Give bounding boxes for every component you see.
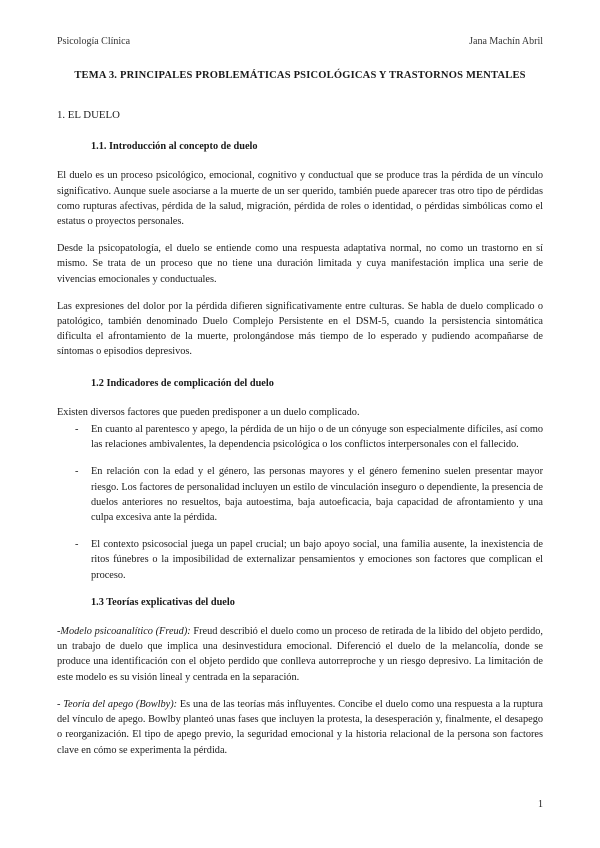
subsection-heading-1-2: 1.2 Indicadores de complicación del duelo	[91, 377, 274, 389]
theory-text: Es una de las teorías más influyentes. Concibe el duelo como una respuesta a la ruptura del vínculo de apego. Bowlby planteó unas fases que incluyen la protesta, la desesperación y, finalmente, el desapego o reorganización. El tipo de apego previo, la seguridad emocional y la historia relacional de la persona son factores clave en cómo se experimenta la pérdida.	[57, 698, 543, 756]
theory-label: - Teoría del apego (Bowlby):	[57, 698, 178, 710]
factor-list	[57, 422, 543, 583]
subsection-heading-1-3: 1.3 Teorías explicativas del duelo	[91, 596, 235, 608]
list-item	[57, 537, 543, 583]
paragraph: Las expresiones del dolor por la pérdida difieren significativamente entre culturas. Se habla de duelo complicado o patológico, también denominado Duelo Complejo Persistente en el DSM-5, cuando la persistencia sintomática dificulta el afrontamiento de la muerte, prolongándose más tiempo de lo esperado y pudiendo acompañarse de síntomas o episodios depresivos.	[57, 300, 543, 358]
paragraph	[57, 624, 543, 685]
page-number: 1	[538, 799, 543, 810]
theory-text: Freud describió el duelo como un proceso de retirada de la libido del objeto perdido, un trabajo de duelo que implica una desinvestidura emocional. Diferenció el duelo de la melancolía, donde se produce una identificación con el objeto perdido que conlleva autorreproche y un riesgo depresivo. La limitación de este modelo es su visión lineal y centrada en la separación.	[57, 626, 544, 683]
paragraph: Existen diversos factores que pueden predisponer a un duelo complicado.	[57, 406, 360, 418]
list-item-text: El contexto psicosocial juega un papel crucial; un bajo apoyo social, una familia ausente, la inexistencia de ritos fúnebres o la imposibilidad de externalizar pensamientos y emociones son factores que complican el proceso.	[91, 539, 543, 581]
list-item-text: En relación con la edad y el género, las personas mayores y el género femenino suelen presentar mayor riesgo. Los factores de personalidad incluyen un estilo de vinculación inseguro o dependiente, la presencia de duelos anteriores no resueltos, baja autoestima, baja autoeficacia, baja capacidad de afrontamiento y una culpa excesiva ante la pérdida.	[91, 466, 543, 524]
list-item	[57, 422, 543, 452]
section-heading: 1. EL DUELO	[57, 109, 120, 121]
paragraph: Desde la psicopatología, el duelo se entiende como una respuesta adaptativa normal, no como un trastorno en sí mismo. Se trata de un proceso que no tiene una duración limitada y cuya manifestación implica una serie de vivencias emocionales y conductuales.	[57, 243, 543, 285]
paragraph: El duelo es un proceso psicológico, emocional, cognitivo y conductual que se produce tras la pérdida de un vínculo significativo. Aunque suele asociarse a la muerte de un ser querido, también puede aparecer tras otro tipo de pérdidas como rupturas afectivas, pérdida de la salud, migración, pérdida de roles o identidad, o pérdidas simbólicas como el estatus o proyectos personales.	[57, 170, 543, 228]
paragraph	[57, 697, 543, 758]
document-title: TEMA 3. PRINCIPALES PROBLEMÁTICAS PSICOLÓGICAS Y TRASTORNOS MENTALES	[74, 70, 526, 81]
header-subject: Psicología Clínica	[57, 36, 131, 47]
header-author: Jana Machín Abril	[469, 36, 543, 47]
theory-label: -Modelo psicoanalítico (Freud):	[57, 626, 191, 638]
dash-bullet: -	[75, 466, 79, 478]
list-item-text: En cuanto al parentesco y apego, la pérdida de un hijo o de un cónyuge son especialmente difíciles, así como las relaciones ambivalentes, la dependencia psicológica o los conflictos interpersonales con el fallecido.	[91, 424, 543, 451]
subsection-heading-1-1: 1.1. Introducción al concepto de duelo	[91, 141, 258, 153]
dash-bullet: -	[75, 539, 79, 551]
document-body	[57, 108, 543, 770]
dash-bullet: -	[75, 424, 79, 436]
list-item	[57, 464, 543, 525]
